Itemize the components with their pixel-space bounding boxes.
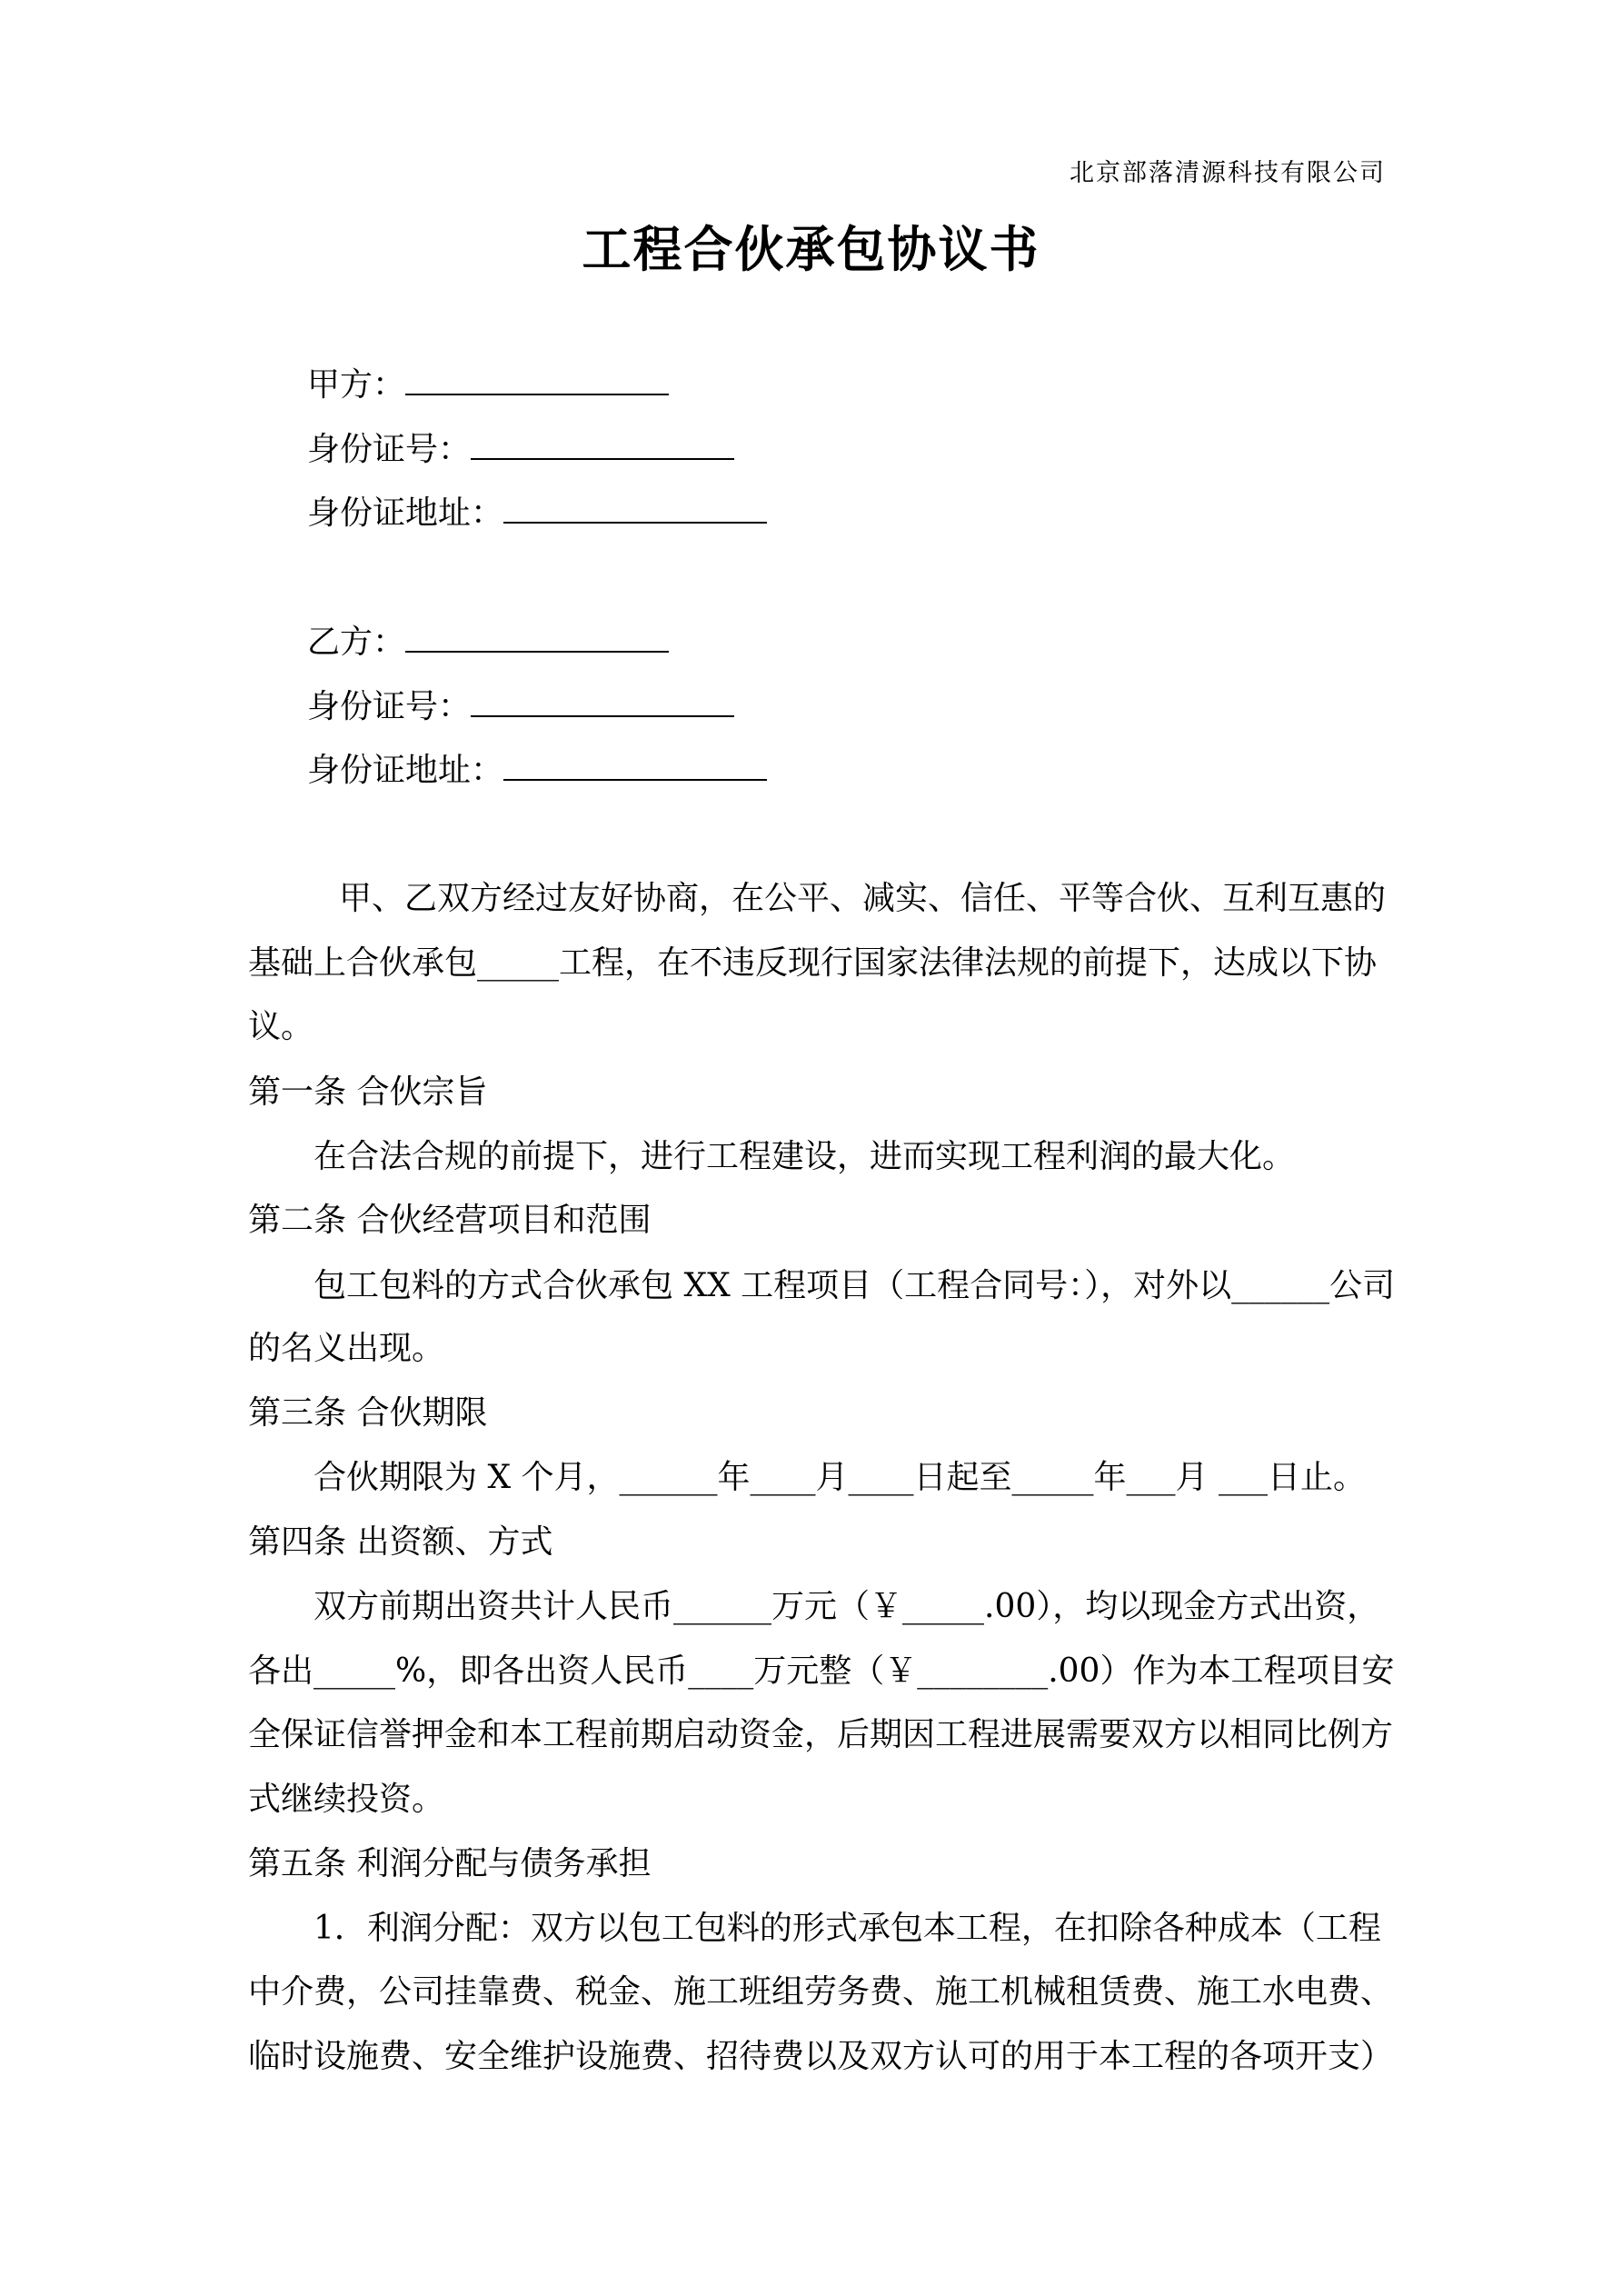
party-a-address-field [307, 487, 767, 534]
body-line: 1．利润分配：双方以包工包料的形式承包本工程，在扣除各种成本（工程 [313, 1910, 1381, 1947]
party-b-address-blank[interactable] [503, 750, 767, 781]
body-line: 合伙期限为 X 个月，______年____月____日起至_____年___月 ___日止。 [313, 1459, 1366, 1496]
article-heading: 第二条 合伙经营项目和范围 [248, 1202, 652, 1239]
party-a-id-field [307, 424, 734, 470]
body-line: 临时设施费、安全维护设施费、招待费以及双方认可的用于本工程的各项开支） [248, 2038, 1394, 2075]
party-a-name-label: 甲方： [307, 366, 406, 404]
party-a-address-label: 身份证地址： [307, 494, 504, 532]
body-line: 中介费，公司挂靠费、税金、施工班组劳务费、施工机械租赁费、施工水电费、 [248, 1973, 1394, 2011]
party-a-id-label: 身份证号： [307, 431, 472, 468]
body-line: 式继续投资。 [248, 1781, 445, 1818]
party-a-name-field [307, 359, 669, 405]
party-b-id-label: 身份证号： [307, 688, 472, 725]
party-a-name-blank[interactable] [405, 364, 669, 395]
article-heading: 第五条 利润分配与债务承担 [248, 1845, 652, 1882]
body-line: 包工包料的方式合伙承包 XX 工程项目（工程合同号：），对外以______公司 [313, 1267, 1396, 1304]
company-name: 北京部落清源科技有限公司 [1070, 159, 1386, 187]
body-line: 议。 [248, 1008, 314, 1045]
party-a-id-blank[interactable] [471, 429, 734, 460]
party-b-id-blank[interactable] [471, 686, 734, 717]
article-heading: 第四条 出资额、方式 [248, 1523, 553, 1561]
article-heading: 第三条 合伙期限 [248, 1394, 488, 1432]
body-line: 各出_____%，即各出资人民币____万元整（￥________.00）作为本工程项目安 [248, 1652, 1395, 1690]
party-b-address-field [307, 744, 767, 791]
party-b-name-blank[interactable] [405, 622, 669, 653]
party-a-address-blank[interactable] [503, 493, 767, 524]
article-heading: 第一条 合伙宗旨 [248, 1073, 488, 1111]
body-line: 在合法合规的前提下，进行工程建设，进而实现工程利润的最大化。 [313, 1138, 1296, 1175]
party-b-name-field [307, 616, 669, 663]
document-title: 工程合伙承包协议书 [582, 220, 1040, 278]
body-line: 基础上合伙承包_____工程，在不违反现行国家法律法规的前提下，达成以下协 [248, 944, 1378, 982]
body-line: 全保证信誉押金和本工程前期启动资金，后期因工程进展需要双方以相同比例方 [248, 1716, 1394, 1753]
party-b-id-field [307, 681, 734, 727]
party-b-name-label: 乙方： [307, 624, 406, 661]
body-line: 双方前期出资共计人民币______万元（￥_____.00），均以现金方式出资， [313, 1588, 1380, 1625]
body-line: 甲、乙双方经过友好协商，在公平、减实、信任、平等合伙、互利互惠的 [339, 880, 1387, 917]
body-line: 的名义出现。 [248, 1330, 445, 1367]
party-b-address-label: 身份证地址： [307, 752, 504, 789]
